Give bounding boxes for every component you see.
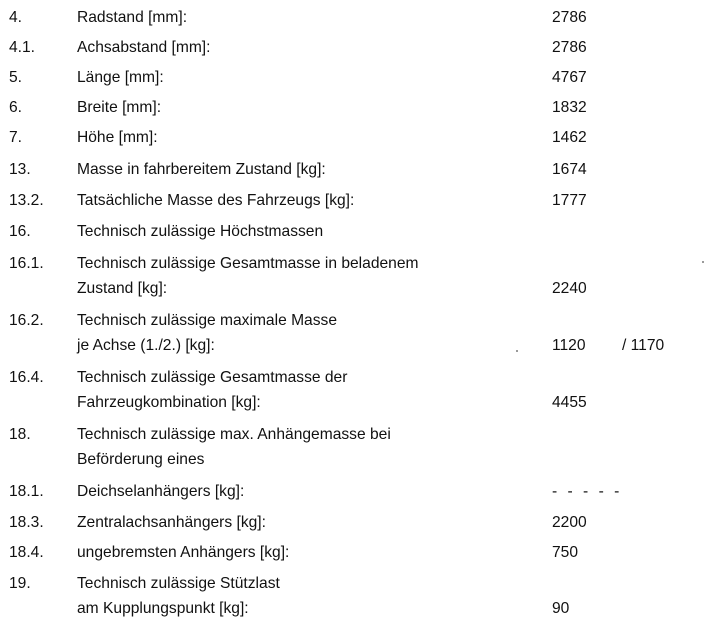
item-label: Achsabstand [mm]: <box>77 39 211 56</box>
item-label <box>77 571 280 621</box>
item-number: 16. <box>9 223 31 240</box>
item-value: 1120 <box>552 337 586 354</box>
item-label: Höhe [mm]: <box>77 129 158 146</box>
item-value: 1674 <box>552 161 587 178</box>
item-label-line: Technisch zulässige Stützlast <box>77 575 280 592</box>
item-label-line: Zustand [kg]: <box>77 280 168 297</box>
item-value: 4767 <box>552 69 587 86</box>
item-number: 5. <box>9 69 23 86</box>
item-label: Breite [mm]: <box>77 99 162 116</box>
item-number: 18. <box>9 426 31 443</box>
item-number: 18.1. <box>9 483 44 500</box>
item-number: 16.2. <box>9 312 44 329</box>
item-label-line: Fahrzeugkombination [kg]: <box>77 394 261 411</box>
item-value: 1832 <box>552 99 587 116</box>
item-label <box>77 422 391 472</box>
item-label-line: je Achse (1./2.) [kg]: <box>77 337 215 354</box>
item-number: 16.4. <box>9 369 44 386</box>
item-number: 18.3. <box>9 514 44 531</box>
item-value: 90 <box>552 600 570 617</box>
item-label: Technisch zulässige Höchstmassen <box>77 223 324 240</box>
item-number: 7. <box>9 129 23 146</box>
item-number: 13. <box>9 161 31 178</box>
item-label <box>77 308 337 358</box>
item-value: 4455 <box>552 394 587 411</box>
item-label-line: Technisch zulässige Gesamtmasse der <box>77 369 348 386</box>
item-value: 2786 <box>552 39 587 56</box>
item-value: - - - - - <box>552 483 623 500</box>
item-number: 6. <box>9 99 23 116</box>
item-number: 18.4. <box>9 544 44 561</box>
item-value: 2240 <box>552 280 587 297</box>
scan-speck <box>702 261 704 263</box>
item-value: 2786 <box>552 9 587 26</box>
item-label: Länge [mm]: <box>77 69 164 86</box>
item-value: 1462 <box>552 129 587 146</box>
item-label-line: Technisch zulässige Gesamtmasse in beladenem <box>77 255 419 272</box>
item-value: 750 <box>552 544 579 561</box>
item-number: 4. <box>9 9 23 26</box>
scan-speck <box>516 350 518 352</box>
item-label: ungebremsten Anhängers [kg]: <box>77 544 290 561</box>
item-label <box>77 365 347 415</box>
item-value-second-axle: / 1170 <box>622 337 665 354</box>
item-label: Zentralachsanhängers [kg]: <box>77 514 266 531</box>
item-label-line: Technisch zulässige maximale Masse <box>77 312 337 329</box>
item-number: 19. <box>9 575 31 592</box>
item-number: 13.2. <box>9 192 44 209</box>
item-value: 2200 <box>552 514 587 531</box>
item-label <box>77 251 419 301</box>
item-label-line: Technisch zulässige max. Anhängemasse bei <box>77 426 391 443</box>
item-value: 1777 <box>552 192 587 209</box>
item-number: 4.1. <box>9 39 36 56</box>
item-label: Radstand [mm]: <box>77 9 188 26</box>
item-number: 16.1. <box>9 255 44 272</box>
item-label: Deichselanhängers [kg]: <box>77 483 245 500</box>
item-label: Masse in fahrbereitem Zustand [kg]: <box>77 161 326 178</box>
item-label: Tatsächliche Masse des Fahrzeugs [kg]: <box>77 192 355 209</box>
item-label-line: am Kupplungspunkt [kg]: <box>77 600 249 617</box>
item-label-line: Beförderung eines <box>77 451 205 468</box>
